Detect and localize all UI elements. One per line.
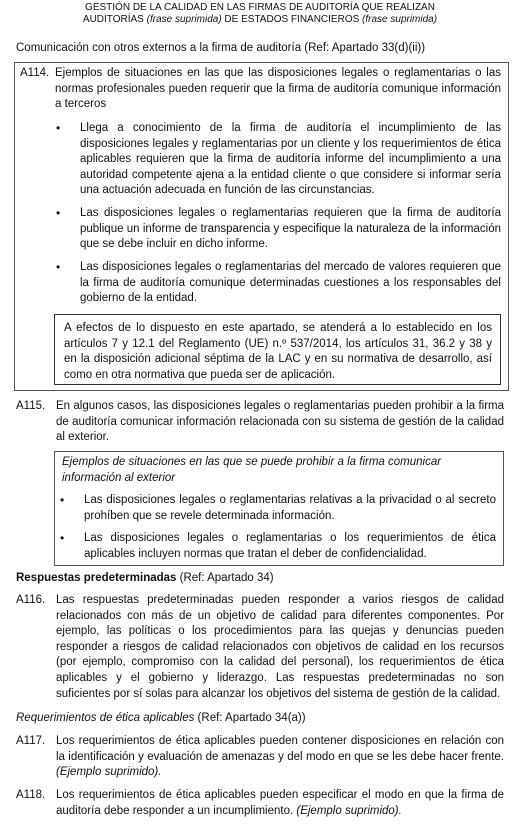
header-line-1: GESTIÓN DE LA CALIDAD EN LAS FIRMAS DE AUDITORÍA QUE REALIZAN: [85, 2, 435, 13]
paragraph-number: A117.: [16, 735, 46, 747]
section-title-communication: Comunicación con otros externos a la firma de auditoría (Ref: Apartado 33(d)(ii)): [16, 42, 426, 54]
paragraph-a118: [16, 788, 504, 819]
bullet-text: Las disposiciones legales o reglamentarias relativas a la privacidad o al secreto prohíben que se revele determinada información.: [84, 494, 496, 522]
bullet-icon: •: [60, 531, 65, 545]
paragraph-number: A116.: [16, 594, 46, 606]
paragraph-text: Ejemplos de situaciones en las que las disposiciones legales o reglamentarias o las normas profesionales pueden requerir que la firma de auditoría comunique información a terceros: [55, 67, 501, 111]
paragraph-number: A118.: [16, 789, 46, 801]
a114-bullet-2: [56, 206, 501, 253]
paragraph-text: Los requerimientos de ética aplicables pueden especificar el modo en que la firma de auditoría debe responder a un incumplimiento. (Ejemplo suprimido).: [56, 789, 504, 817]
section-title-ethics: Requerimientos de ética aplicables (Ref: Apartado 34(a)): [16, 712, 306, 724]
bullet-text: Llega a conocimiento de la firma de auditoría el incumplimiento de las disposiciones legales y reglamentarias por un cliente y los requerimientos de ética aplicables requieren que la firma de auditoría informe del incumplimiento a una autoridad competente ajena a la entidad cliente o que considere si informar sería una actuación adecuada en función de las circunstancias.: [80, 122, 501, 197]
header-line-2: AUDITORÍAS (frase suprimida) DE ESTADOS FINANCIEROS (frase suprimida): [82, 14, 438, 25]
paragraph-number: A115.: [16, 400, 46, 412]
bullet-icon: •: [56, 260, 61, 274]
paragraph-text: En algunos casos, las disposiciones legales o reglamentarias pueden prohibir a la firma de auditoría comunicar información relacionada con su sistema de gestión de la calidad al exterior.: [56, 400, 504, 444]
bullet-icon: •: [56, 121, 61, 135]
paragraph-a116: [16, 593, 504, 702]
paragraph-a115: [16, 399, 504, 446]
a115-example-heading: Ejemplos de situaciones en las que se puede prohibir a la firma comunicar información al exterior: [62, 456, 442, 484]
paragraph-number: A114.: [20, 67, 50, 79]
paragraph-a117: [16, 734, 504, 781]
a115-bullet-2: [60, 531, 496, 562]
a114-bullet-1: [56, 121, 501, 199]
paragraph-text: Los requerimientos de ética aplicables pueden contener disposiciones en relación con la identificación y evaluación de amenazas y del modo en que se les debe hacer frente. (Ejemplo suprimido).: [56, 735, 504, 779]
bullet-text: Las disposiciones legales o reglamentarias del mercado de valores requieren que la firma de auditoría comunique determinadas cuestiones a los responsables del gobierno de la entidad.: [80, 261, 501, 305]
a114-bullet-3: [56, 260, 501, 307]
section-title-predetermined: Respuestas predeterminadas (Ref: Apartado 34): [16, 572, 274, 584]
bullet-text: Las disposiciones legales o reglamentarias requieren que la firma de auditoría publique un informe de transparencia y especifique la naturaleza de la información que se debe incluir en dicho informe.: [80, 207, 501, 251]
bullet-text: Las disposiciones legales o reglamentarias o los requerimientos de ética aplicables incluyen normas que tratan el deber de confidencialidad.: [84, 532, 496, 560]
a115-bullet-1: [60, 493, 496, 524]
bullet-icon: •: [56, 206, 61, 220]
bullet-icon: •: [60, 493, 65, 507]
running-header: [0, 2, 520, 26]
a114-note-box: A efectos de lo dispuesto en este apartado, se atenderá a lo establecido en los artículos 7 y 12.1 del Reglamento (UE) n.º 537/2014, los artículos 31, 36.2 y 38 y en la disposición adicional séptima de la LAC y en su normativa de desarrollo, así como en otra normativa que pueda ser de aplicación.: [54, 314, 501, 385]
paragraph-a114: [20, 66, 501, 113]
paragraph-text: Las respuestas predeterminadas pueden responder a varios riesgos de calidad relacionados con más de un objetivo de calidad para diferentes componentes. Por ejemplo, las políticas o los procedimientos para las quejas y denuncias pueden responder a riesgos de calidad relacionados con objetivos de calidad en los recursos (por ejemplo, compromiso con la calidad del personal), los requerimientos de ética aplicables y el gobierno y liderazgo. Las respuestas predeterminadas no son suficientes por sí solas para alcanzar los objetivos del sistema de gestión de la calidad.: [56, 594, 504, 700]
